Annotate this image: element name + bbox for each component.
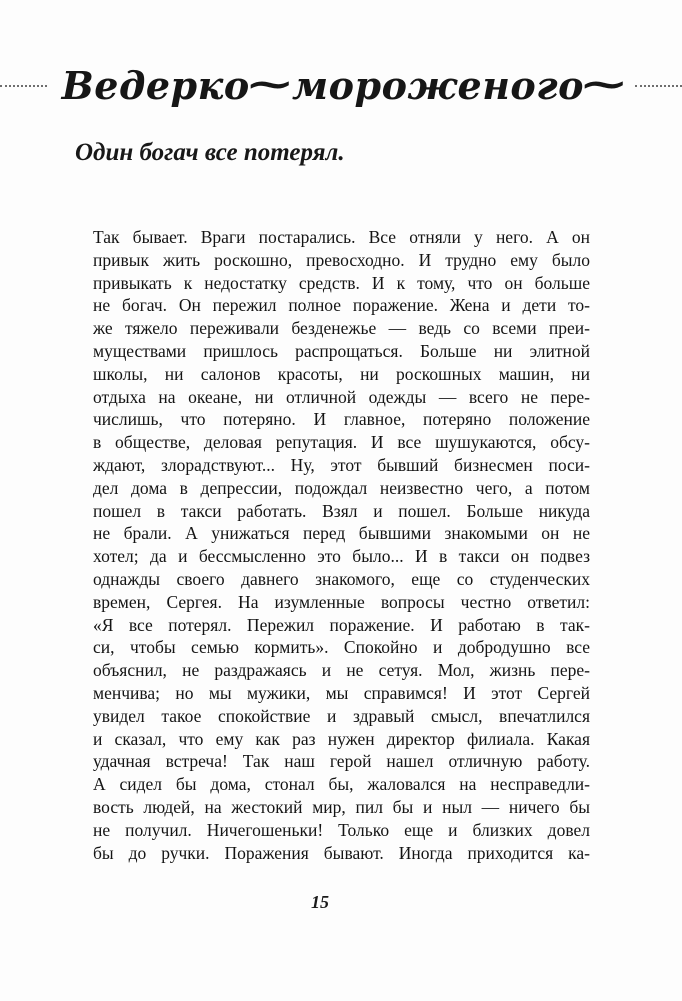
text-line: в обществе, деловая репутация. И все шушукаются, обсу- [93, 432, 590, 453]
story-title: Один богач все потерял. [75, 139, 345, 166]
text-line: школы, ни салонов красоты, ни роскошных машин, ни [93, 363, 590, 384]
swash-tail-icon: ~ [578, 61, 631, 106]
text-line: привык жить роскошно, превосходно. И трудно ему было [93, 249, 590, 270]
text-line: отдыха на океане, ни отличной одежды — всего не пере- [93, 386, 590, 407]
text-line: дел дома в депрессии, подождал неизвестно чего, а потом [93, 477, 590, 498]
chapter-title-word2: мороженого [292, 63, 584, 108]
swash-flourish-icon: ~ [243, 61, 296, 106]
text-line: не брали. А унижаться перед бывшими знакомыми он не [93, 523, 590, 544]
chapter-title-script [61, 61, 631, 108]
text-line: А сидел бы дома, стонал бы, жаловался на несправедли- [93, 774, 590, 795]
text-line: времен, Сергея. На изумленные вопросы честно ответил: [93, 591, 590, 612]
text-line: «Я все потерял. Пережил поражение. И работаю в так- [93, 614, 590, 635]
text-line: си, чтобы семью кормить». Спокойно и добродушно все [93, 637, 590, 658]
text-line: ждают, злорадствуют... Ну, этот бывший бизнесмен поси- [93, 454, 590, 475]
text-line: бы до ручки. Поражения бывают. Иногда приходится ка- [93, 842, 590, 863]
text-line: хотел; да и бессмысленно это было... И в такси он подвез [93, 546, 590, 567]
text-line: пошел в такси работать. Взял и пошел. Больше никуда [93, 500, 590, 521]
text-line: не получил. Ничегошеньки! Только еще и близких довел [93, 819, 590, 840]
text-line: вость людей, на жестокий мир, пил бы и ныл — ничего бы [93, 796, 590, 817]
text-line: муществами пришлось распрощаться. Больше ни элитной [93, 340, 590, 361]
chapter-title-word1: Ведерко [61, 63, 250, 108]
text-line: и сказал, что ему как раз нужен директор филиала. Какая [93, 728, 590, 749]
text-line: менчива; но мы мужики, мы справимся! И этот Сергей [93, 682, 590, 703]
text-line: же тяжело переживали безденежье — ведь со всеми преи- [93, 318, 590, 339]
text-line: привыкать к недостатку средств. И к тому, что он больше [93, 272, 590, 293]
text-line: числишь, что потеряно. И главное, потеряно положение [93, 409, 590, 430]
text-line: не богач. Он пережил полное поражение. Жена и дети то- [93, 295, 590, 316]
body-text [93, 226, 590, 864]
text-line: Так бывает. Враги постарались. Все отняли у него. А он [93, 227, 590, 247]
text-line: объяснил, не раздражаясь и не сетуя. Мол, жизнь пере- [93, 660, 590, 681]
right-dotted-rule-icon [635, 85, 682, 87]
text-line: однажды своего давнего знакомого, еще со студенческих [93, 568, 590, 589]
text-line: увидел такое спокойствие и здравый смысл, впечатлился [93, 705, 590, 726]
left-dotted-rule-icon [0, 85, 47, 87]
page-number: 15 [311, 892, 329, 912]
text-line: удачная встреча! Так наш герой нашел отличную работу. [93, 751, 590, 772]
running-header [0, 48, 682, 122]
